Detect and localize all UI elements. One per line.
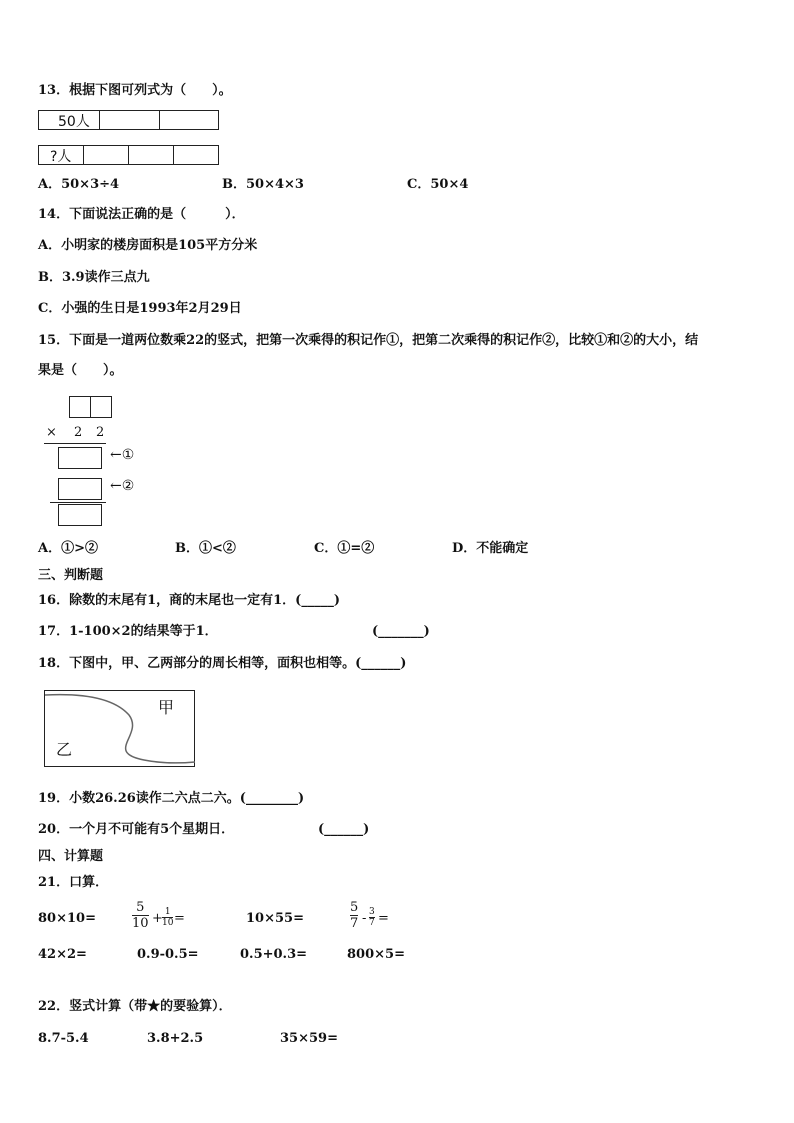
q13-row1-cell-2 [99, 110, 160, 130]
q14-option-c[interactable]: C．小强的生日是1993年2月29日 [38, 301, 242, 316]
q21-frac-a-den: 10 [132, 916, 149, 931]
q15-rule-1 [44, 443, 106, 444]
q21-row2-item-1: 42×2= [38, 947, 87, 962]
q21-frac-c-num: 5 [350, 900, 359, 915]
q13-option-c[interactable]: C．50×4 [407, 177, 469, 192]
q21-frac-1-10 [162, 907, 173, 928]
q17-text: 17．1-100×2的结果等于1． [38, 624, 218, 639]
q21-item-2-equals: = [174, 911, 185, 926]
q21-frac-5-10 [132, 900, 149, 931]
q20-text: 20．一个月不可能有5个星期日． [38, 822, 235, 837]
section-3-heading: 三、判断题 [38, 568, 104, 583]
q15-option-b[interactable]: B．①<② [175, 541, 236, 556]
q15-result-box [58, 504, 102, 526]
q13-row2-cell-4 [173, 145, 219, 165]
q21-item-3: 10×55= [246, 911, 304, 926]
q21-frac-d-den: 7 [369, 918, 375, 928]
q22-item-3: 35×59= [280, 1031, 338, 1046]
q13-row2-cell-3 [128, 145, 174, 165]
q15-arrow-2: ←② [110, 478, 135, 494]
q21-frac-3-7 [369, 907, 375, 928]
q22-stem: 22．竖式计算（带★的要验算）． [38, 999, 232, 1014]
q21-frac-d-num: 3 [369, 907, 375, 917]
q21-row2-item-3: 0.5+0.3= [240, 947, 308, 962]
q14-stem: 14．下面说法正确的是（ ）． [38, 207, 245, 222]
q18-label-yi: 乙 [56, 740, 73, 759]
q22-item-1: 8.7-5.4 [38, 1031, 89, 1046]
q13-stem: 13．根据下图可列式为（ ）。 [38, 83, 232, 98]
q13-row2-cell-2 [83, 145, 129, 165]
q15-product-1-box [58, 447, 102, 469]
q13-row1-cell-3 [159, 110, 219, 130]
q18-label-jia: 甲 [158, 698, 175, 717]
q21-plus-sign: + [152, 911, 163, 926]
q22-item-2: 3.8+2.5 [147, 1031, 204, 1046]
q21-frac-b-num: 1 [164, 907, 171, 917]
q15-tens-box [69, 396, 91, 418]
q21-row2-item-2: 0.9-0.5= [137, 947, 199, 962]
q16: 16．除数的末尾有1，商的末尾也一定有1．(_____) [38, 593, 340, 608]
q13-row1-label: 50人 [58, 114, 90, 130]
q21-stem: 21．口算． [38, 875, 109, 890]
q15-option-c[interactable]: C．①=② [314, 541, 375, 556]
q19: 19．小数26.26读作二六点二六。(________) [38, 791, 305, 806]
q21-frac-a-num: 5 [136, 900, 145, 915]
q15-times-sign: × [46, 425, 57, 440]
q15-option-a[interactable]: A．①>② [38, 541, 98, 556]
q15-stem-line1: 15．下面是一道两位数乘22的竖式，把第一次乘得的积记作①，把第二次乘得的积记作②，比较①和②的大小，结 [38, 333, 699, 348]
q13-row2-label: ?人 [50, 149, 72, 165]
q21-frac-c-den: 7 [350, 916, 359, 931]
q21-row2-item-4: 800×5= [347, 947, 405, 962]
q21-frac-5-7 [350, 900, 358, 931]
q21-frac-b-den: 10 [162, 918, 174, 928]
q17-answer-blank[interactable]: (_______) [372, 624, 430, 639]
q21-item-4-equals: = [378, 911, 389, 926]
q13-option-a[interactable]: A．50×3÷4 [38, 177, 120, 192]
q15-digit-2: 2 [96, 425, 105, 440]
q15-rule-2 [50, 502, 106, 503]
q18-text: 18．下图中，甲、乙两部分的周长相等，面积也相等。(______) [38, 656, 407, 671]
q15-ones-box [90, 396, 112, 418]
section-4-heading: 四、计算题 [38, 849, 104, 864]
q14-option-b[interactable]: B．3.9读作三点九 [38, 270, 150, 285]
q15-digit-1: 2 [74, 425, 83, 440]
q13-option-b[interactable]: B．50×4×3 [222, 177, 304, 192]
q21-item-1: 80×10= [38, 911, 96, 926]
q21-minus-sign: - [362, 911, 367, 926]
q20-answer-blank[interactable]: (______) [318, 822, 370, 837]
q15-arrow-1: ←① [110, 447, 135, 463]
q15-option-d[interactable]: D．不能确定 [452, 541, 529, 556]
q14-option-a[interactable]: A．小明家的楼房面积是105平方分米 [38, 238, 258, 253]
q15-stem-line2: 果是（ ）。 [38, 363, 123, 378]
q15-product-2-box [58, 478, 102, 500]
